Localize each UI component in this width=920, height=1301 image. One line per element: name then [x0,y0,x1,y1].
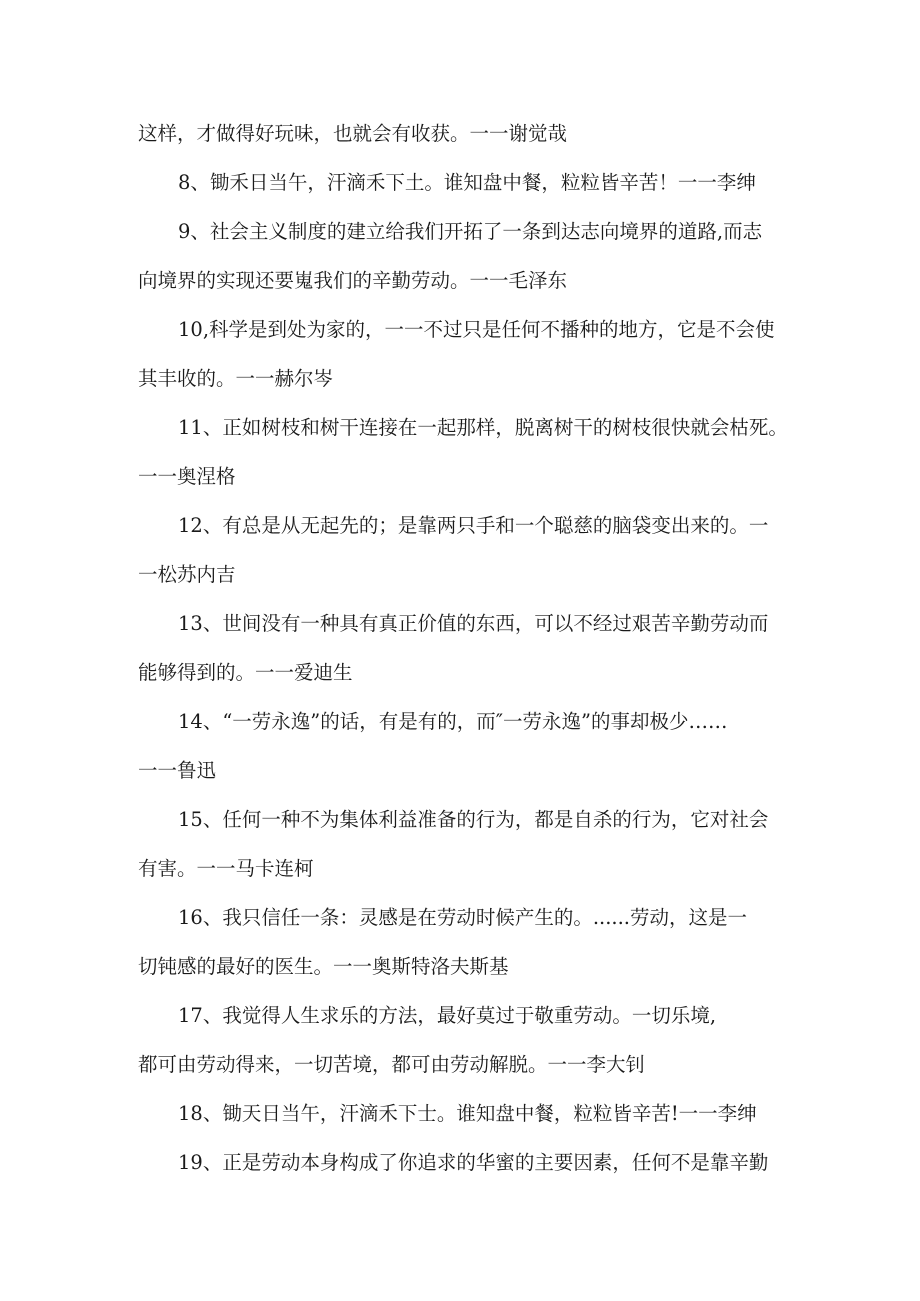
quote-19: 19、正是劳动本身构成了你追求的华蜜的主要因素，任何不是靠辛勤 [178,1151,769,1174]
text-line: 其丰收的。一一赫尔岑 [138,367,334,390]
text-line: 一一奥涅格 [138,465,236,488]
quote-14: 14、“一劳永逸”的话，有是有的，而″一劳永逸”的事却极少…… [178,710,728,733]
quote-17: 17、我觉得人生求乐的方法，最好莫过于敬重劳动。一切乐境, [178,1004,717,1027]
quote-18: 18、锄天日当午，汗滴禾下士。谁知盘中餐，粒粒皆辛苦!一一李绅 [178,1102,757,1125]
text-line: 能够得到的。一一爱迪生 [138,661,353,684]
text-line: 这样，才做得好玩味，也就会有收获。一一谢觉哉 [138,122,568,145]
quote-10: 10,科学是到处为家的，一一不过只是任何不播种的地方，它是不会使 [178,318,775,341]
quote-9: 9、社会主义制度的建立给我们开拓了一条到达志向境界的道路,而志 [178,220,763,243]
quote-12: 12、有总是从无起先的；是靠两只手和一个聪慈的脑袋变出来的。一 [178,514,769,537]
quote-11: 11、正如树枝和树干连接在一起那样，脱离树干的树枝很快就会枯死。 [178,416,788,439]
text-line: 有害。一一马卡连柯 [138,857,314,880]
quote-15: 15、任何一种不为集体利益准备的行为，都是自杀的行为，它对社会 [178,808,769,831]
text-line: 切钝感的最好的医生。一一奥斯特洛夫斯基 [138,955,509,978]
text-line: 一松苏内吉 [138,563,236,586]
quote-13: 13、世间没有一种具有真正价值的东西，可以不经过艰苦辛勤劳动而 [178,612,769,635]
quote-16: 16、我只信任一条：灵感是在劳动时候产生的。......劳动，这是一 [178,906,748,929]
text-line: 一一鲁迅 [138,759,217,782]
quote-8: 8、锄禾日当午，汗滴禾下土。谁知盘中餐，粒粒皆辛苦！一一李绅 [178,171,756,194]
text-line: 向境界的实现还要嵬我们的辛勤劳动。一一毛泽东 [138,269,568,292]
text-line: 都可由劳动得来，一切苦境，都可由劳动解脱。一一李大钊 [138,1053,646,1076]
